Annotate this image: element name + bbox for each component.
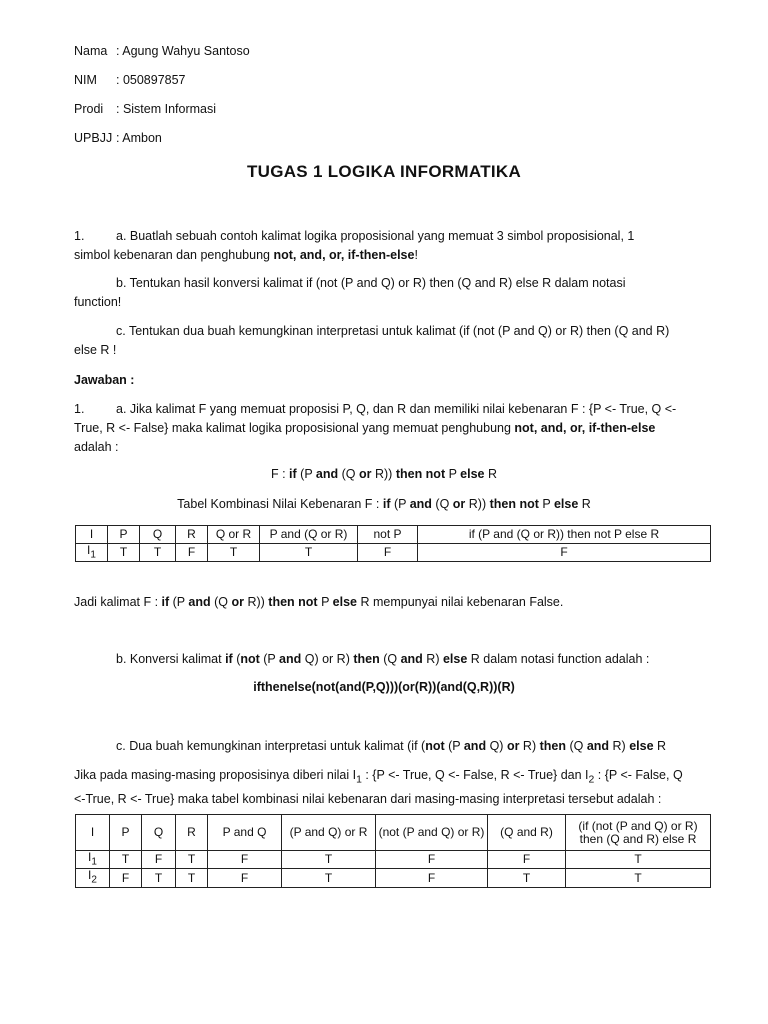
answer-label: Jawaban : — [74, 373, 135, 387]
answer-c: c. Dua buah kemungkinan interpretasi untuk kalimat (if (not (P and Q) or R) then (Q and R) else R — [116, 739, 667, 753]
formula-f: F : if (P and (Q or R)) then not P else R — [270, 467, 498, 481]
identity-upbjj: UPBJJ : Ambon — [74, 131, 162, 145]
page-title: TUGAS 1 LOGIKA INFORMATIKA — [246, 162, 522, 181]
question-b: b. Tentukan hasil konversi kalimat if (not (P and Q) or R) then (Q and R) else R dalam notasi function! — [74, 276, 626, 309]
truth-table-2 — [75, 814, 711, 888]
truth-table-1 — [75, 525, 711, 562]
table-row: $I_1$ T T F T T F F — [76, 544, 711, 562]
table1-caption: Tabel Kombinasi Nilai Kebenaran F : if (P and (Q or R)) then not P else R — [177, 497, 591, 511]
answer-c-desc: Jika pada masing-masing proposisinya diberi nilai $I_1$ : {P <- True, Q <- False, R <- True} dan $I_2$ : {P <- False, Q <-True, R <- True} maka tabel kombinasi nilai kebenaran dari masing-masing interpretasi tersebut adalah : — [74, 768, 683, 806]
table-row: $I_1$ T F T F T F F T — [76, 851, 711, 869]
table-row: $I_2$ F T T F T F T T — [76, 869, 711, 887]
question-c: c. Tentukan dua buah kemungkinan interpretasi untuk kalimat (if (not (P and Q) or R) then (Q and R) else R ! — [74, 324, 670, 357]
identity-name: Nama : Agung Wahyu Santoso — [74, 44, 250, 58]
answer-a: 1. a. Jika kalimat F yang memuat proposisi P, Q, dan R dan memiliki nilai kebenaran F : {P <- True, Q <- True, R <- False} maka kalimat logika proposisional yang memuat penghubung not, and, or, if-then-else adalah : — [74, 402, 677, 454]
question-a: 1. a. Buatlah sebuah contoh kalimat logika proposisional yang memuat 3 simbol proposisional, 1 simbol kebenaran dan penghubung not, and, or, if-then-else! — [74, 229, 635, 262]
table2-header-row: I P Q R P and Q (P and Q) or R (not (P and Q) or R) (Q and R) (if (not (P and Q) or R) then (Q and R) else R — [76, 815, 711, 851]
answer-b: b. Konversi kalimat if (not (P and Q) or R) then (Q and R) else R dalam notasi function adalah : — [116, 652, 650, 666]
conclusion: Jadi kalimat F : if (P and (Q or R)) then not P else R mempunyai nilai kebenaran False. — [74, 595, 564, 609]
answer-b-result: ifthenelse(not(and(P,Q)))(or(R))(and(Q,R))(R) — [253, 680, 515, 694]
identity-nim: NIM : 050897857 — [74, 73, 186, 87]
table1-header-row: I P Q R Q or R P and (Q or R) not P if (P and (Q or R)) then not P else R — [76, 526, 711, 544]
identity-prodi: Prodi : Sistem Informasi — [74, 102, 217, 116]
